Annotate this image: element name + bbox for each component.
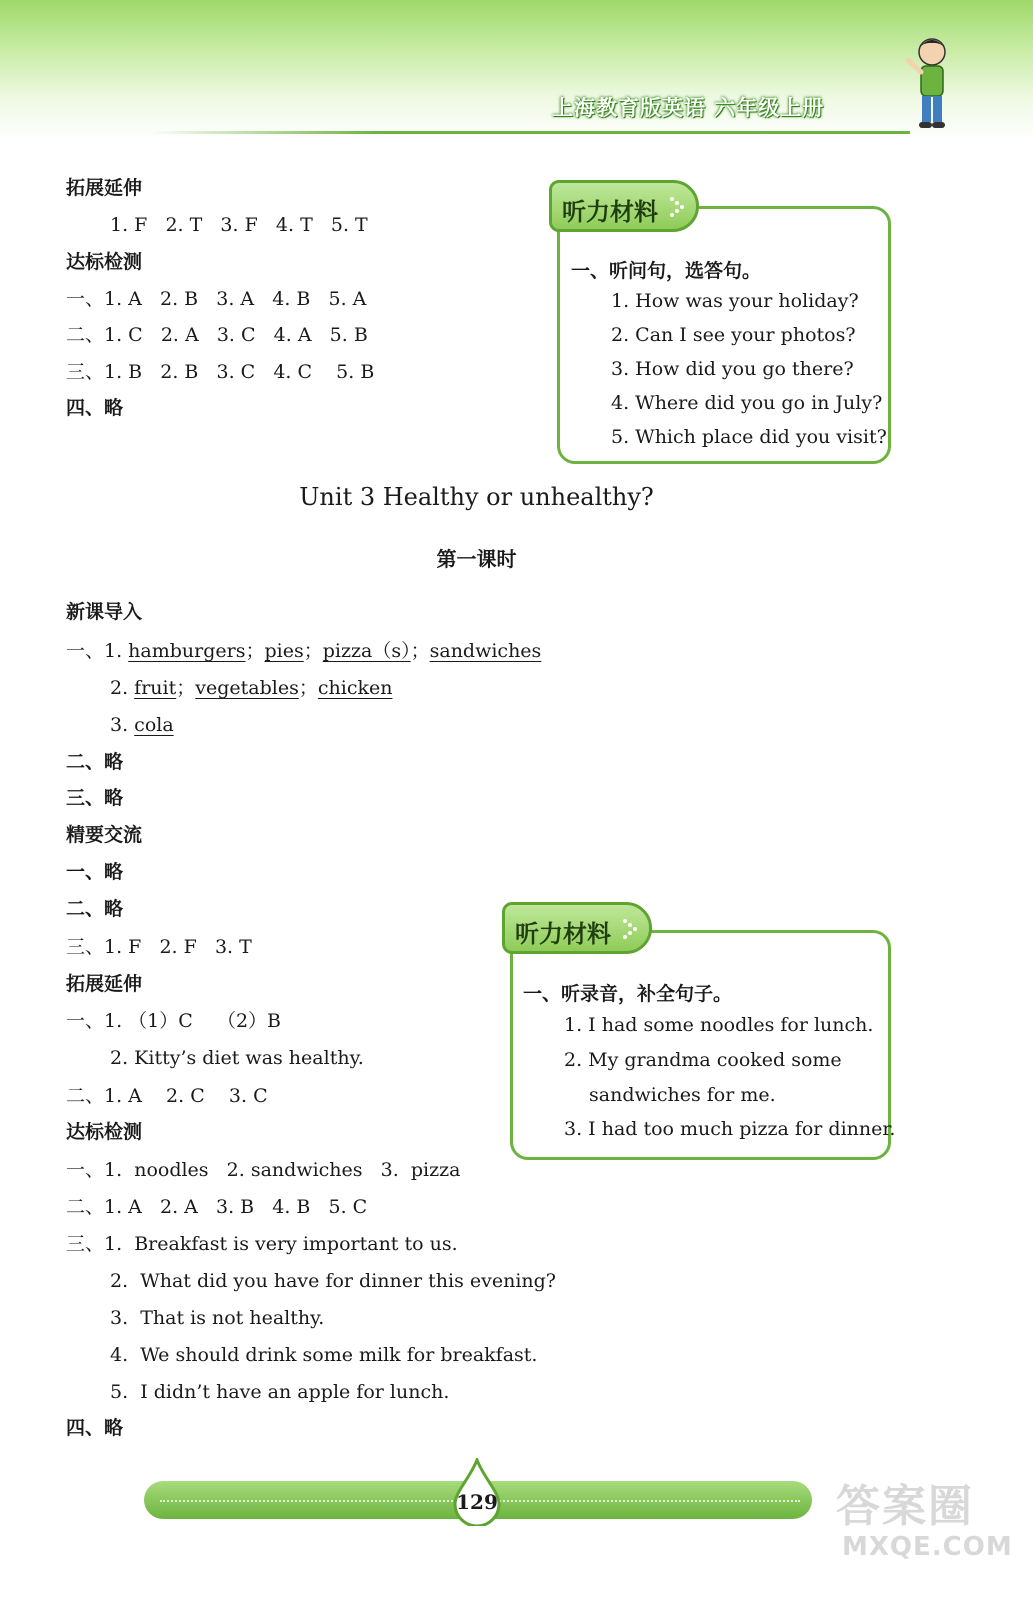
unit-title: Unit 3 Healthy or unhealthy?: [299, 483, 654, 511]
answer-row: 三、1. B 2. B 3. C 4. C 5. B: [66, 361, 375, 383]
listening-item: 1. I had some noodles for lunch.: [564, 1014, 874, 1036]
answer-row: 三、1. F 2. F 3. T: [66, 936, 252, 958]
answer-word: sandwiches: [429, 640, 542, 662]
separator: ；: [176, 677, 196, 699]
answer-row-words-1: [66, 639, 541, 663]
listening-instruction: 一、听录音，补全句子。: [523, 983, 733, 1005]
answer-row: 二、1. A 2. A 3. B 4. B 5. C: [66, 1196, 368, 1218]
mascot-boy-illustration: [902, 34, 962, 134]
section-heading-tuozhan: 拓展延伸: [66, 177, 143, 199]
listening-tab-1: [549, 180, 699, 232]
answer-row: 二、1. A 2. C 3. C: [66, 1085, 268, 1107]
answer-row: 一、略: [66, 861, 124, 883]
arrow-right-icon: [621, 917, 641, 941]
listening-instruction: 一、听问句，选答句。: [571, 260, 762, 282]
section-heading-jingyao: 精要交流: [66, 824, 143, 846]
section-heading-dabiao: 达标检测: [66, 251, 143, 273]
listening-tab-label: 听力材料: [562, 198, 658, 226]
listening-item: 4. Where did you go in July?: [611, 392, 883, 414]
answer-row: 四、略: [66, 1417, 124, 1439]
answer-row: 3. That is not healthy.: [110, 1307, 325, 1329]
answer-word: chicken: [317, 677, 393, 699]
separator: ；: [303, 640, 323, 662]
page-header: [0, 0, 1033, 140]
answer-row: 1. F 2. T 3. F 4. T 5. T: [110, 214, 368, 236]
watermark-logo: 答案圈: [836, 1481, 974, 1532]
answer-row: 二、略: [66, 751, 124, 773]
answer-row: 2. Kitty’s diet was healthy.: [110, 1047, 364, 1069]
answer-row: 三、略: [66, 787, 124, 809]
separator: ；: [298, 677, 318, 699]
answer-row-words-2: [110, 676, 392, 700]
answer-row: 一、1. A 2. B 3. A 4. B 5. A: [66, 288, 367, 310]
answer-row-words-3: [110, 713, 174, 737]
listening-tab-2: [502, 902, 652, 954]
answer-row: 一、1. noodles 2. sandwiches 3. pizza: [66, 1159, 461, 1181]
listening-item: sandwiches for me.: [589, 1084, 776, 1106]
answer-row: 二、1. C 2. A 3. C 4. A 5. B: [66, 324, 368, 346]
separator: ；: [410, 640, 430, 662]
answer-word: vegetables: [195, 677, 299, 699]
listening-item: 5. Which place did you visit?: [611, 426, 887, 448]
answer-word: fruit: [134, 677, 177, 699]
item-prefix: 2.: [110, 677, 135, 699]
answer-row: 4. We should drink some milk for breakfast.: [110, 1344, 538, 1366]
answer-row: 四、略: [66, 397, 124, 419]
watermark-url: MXQE.COM: [842, 1532, 1013, 1562]
listening-item: 2. Can I see your photos?: [611, 324, 856, 346]
answer-word: hamburgers: [128, 640, 246, 662]
page-number: 129: [456, 1490, 498, 1514]
header-rule: [150, 131, 910, 134]
item-prefix: 一、1.: [66, 640, 129, 662]
listening-item: 3. I had too much pizza for dinner.: [564, 1118, 896, 1140]
book-title: 上海教育版英语 六年级上册: [552, 96, 825, 120]
listening-item: 2. My grandma cooked some: [564, 1049, 842, 1071]
answer-row: 二、略: [66, 898, 124, 920]
listening-tab-label: 听力材料: [515, 920, 611, 948]
answer-word: pies: [264, 640, 304, 662]
arrow-right-icon: [668, 195, 688, 219]
answer-row: 一、1. （1）C （2）B: [66, 1010, 282, 1032]
answer-word: pizza（s）: [322, 640, 411, 662]
answer-row: 三、1. Breakfast is very important to us.: [66, 1233, 458, 1255]
section-heading-tuozhan-2: 拓展延伸: [66, 973, 143, 995]
answer-word: cola: [134, 714, 174, 736]
answer-row: 5. I didn’t have an apple for lunch.: [110, 1381, 450, 1403]
listening-item: 1. How was your holiday?: [611, 290, 859, 312]
item-prefix: 3.: [110, 714, 135, 736]
listening-item: 3. How did you go there?: [611, 358, 854, 380]
section-heading-xinke: 新课导入: [66, 601, 143, 623]
answer-row: 2. What did you have for dinner this evening?: [110, 1270, 556, 1292]
separator: ；: [245, 640, 265, 662]
lesson-title: 第一课时: [436, 547, 517, 571]
section-heading-dabiao-2: 达标检测: [66, 1121, 143, 1143]
